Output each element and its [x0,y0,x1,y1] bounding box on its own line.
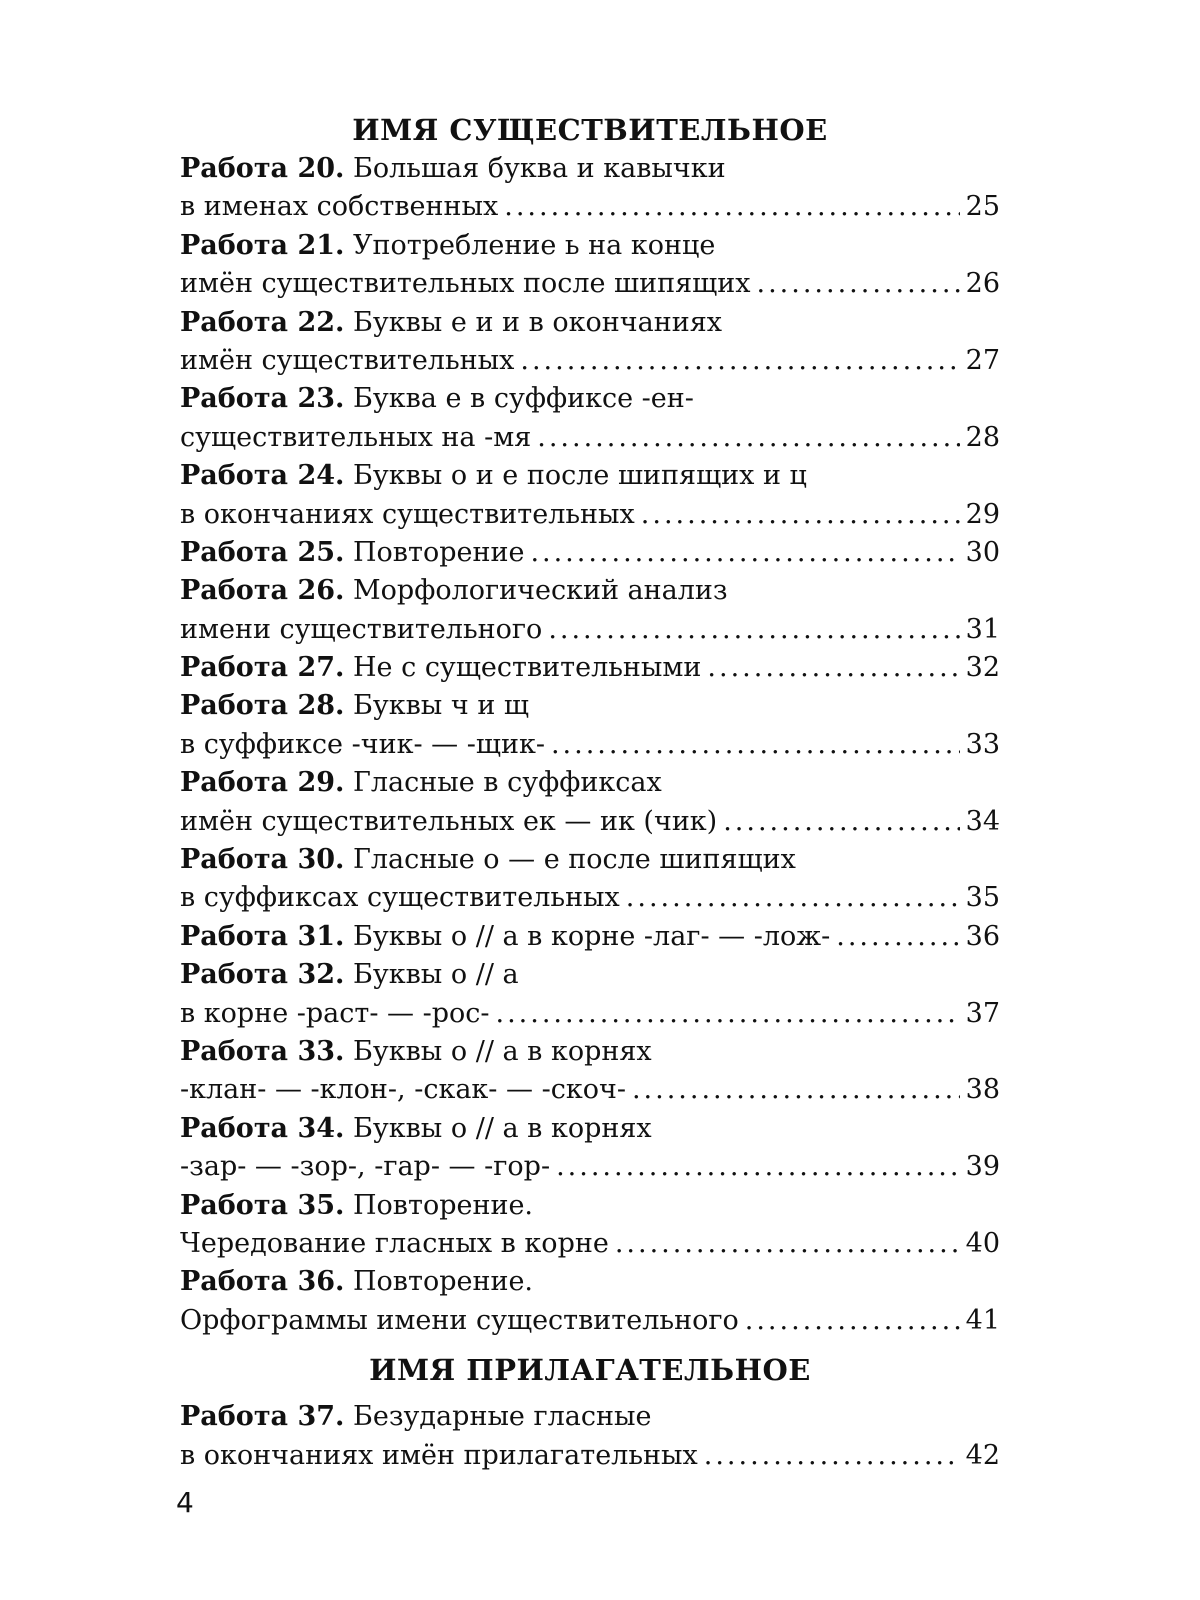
toc-entry-row[interactable]: Работа 31. Буквы о // а в корне -лаг- — -лож- ..... 36 [180,918,1000,956]
toc-entry-title: Работа 33. Буквы о // а в корнях [180,1035,652,1067]
toc-entry-row[interactable]: в окончаниях имён прилагательных ..... 42 [180,1437,1000,1475]
toc-page-number: 25 [965,191,1000,223]
toc-entry-title: Работа 35. Повторение. [180,1189,534,1221]
toc-page-number: 27 [965,344,1000,376]
toc-entry-row[interactable]: Чередование гласных в корне ..... 40 [180,1225,1000,1263]
toc-entry-title: Работа 29. Гласные в суффиксах [180,767,662,799]
toc-entry-row[interactable]: существительных на -мя ..... 28 [180,419,1000,457]
toc-entry-title: Работа 37. Безударные гласные [180,1401,652,1433]
toc-entry-title: Работа 24. Буквы о и е после шипящих и ц [180,460,807,492]
toc-entry-row[interactable]: в суффиксе -чик- — -щик- ..... 33 [180,726,1000,764]
toc-entry-row[interactable]: -зар- — -зор-, -гар- — -гор- ..... 39 [180,1148,1000,1186]
toc-entry-title: Работа 21. Употребление ь на конце [180,229,716,261]
dot-leader [556,1148,960,1186]
toc-entry-title: Работа 32. Буквы о // а [180,959,519,991]
toc-entry-row[interactable]: Работа 25. Повторение ..... 30 [180,534,1000,572]
dot-leader [704,1437,960,1475]
section-title-nouns: ИМЯ СУЩЕСТВИТЕЛЬНОЕ [352,113,828,147]
toc-page-number: 26 [965,268,1000,300]
toc-page-number: 39 [965,1151,1000,1183]
dot-leader [836,918,959,956]
toc-page-number: 33 [965,728,1000,760]
toc-entry-title: Работа 26. Морфологический анализ [180,575,728,607]
toc-entry-title: Работа 30. Гласные о — е после шипящих [180,844,796,876]
toc-page-number: 34 [965,805,1000,837]
toc-entry-row[interactable]: имён существительных ек — ик (чик) ..... 34 [180,803,1000,841]
dot-leader [632,1071,960,1109]
toc-page-number: 38 [965,1074,1000,1106]
dot-leader [537,419,959,457]
toc-page-number: 30 [965,536,1000,568]
toc-entry-row[interactable]: в именах собственных ..... 25 [180,188,1000,226]
toc-page-number: 32 [965,652,1000,684]
dot-leader [707,649,959,687]
toc-page-number: 35 [965,882,1000,914]
toc-page-number: 31 [965,613,1000,645]
toc-page-number: 28 [965,421,1000,453]
toc-page-number: 40 [965,1227,1000,1259]
dot-leader [615,1225,960,1263]
toc-entry-row[interactable]: Орфограммы имени существительного ..... 41 [180,1302,1000,1340]
table-of-contents [180,110,1000,1475]
dot-leader [496,995,960,1033]
dot-leader [626,879,960,917]
toc-entry-row[interactable]: -клан- — -клон-, -скак- — -скоч- ..... 38 [180,1071,1000,1109]
toc-entry-row[interactable]: Работа 27. Не с существительными ..... 32 [180,649,1000,687]
toc-entry-title: Работа 34. Буквы о // а в корнях [180,1112,652,1144]
toc-entry-row[interactable]: имён существительных после шипящих ..... 26 [180,265,1000,303]
toc-entry-title: Работа 28. Буквы ч и щ [180,690,529,722]
toc-entry-row[interactable]: в окончаниях существительных ..... 29 [180,496,1000,534]
dot-leader [530,534,959,572]
toc-entry-row[interactable]: имени существительного ..... 31 [180,611,1000,649]
toc-page-number: 37 [965,997,1000,1029]
section-title-adjectives: ИМЯ ПРИЛАГАТЕЛЬНОЕ [369,1353,811,1388]
toc-entry-row[interactable]: имён существительных ..... 27 [180,342,1000,380]
dot-leader [723,803,959,841]
toc-page-number: 42 [965,1439,1000,1471]
dot-leader [551,726,960,764]
toc-entry-title: Работа 20. Большая буква и кавычки [180,153,726,184]
dot-leader [745,1302,960,1340]
dot-leader [548,611,959,649]
toc-entry-title: Работа 36. Повторение. [180,1266,534,1298]
toc-page-number: 36 [965,920,1000,952]
dot-leader [520,342,959,380]
toc-page-number: 41 [965,1304,1000,1336]
toc-entry-row[interactable]: в суффиксах существительных ..... 35 [180,879,1000,917]
dot-leader [757,265,960,303]
toc-entry-title: Работа 22. Буквы е и и в окончаниях [180,306,722,338]
toc-entry-title: Работа 23. Буква е в суффиксе -ен- [180,383,694,415]
toc-entry-row[interactable]: в корне -раст- — -рос- ..... 37 [180,995,1000,1033]
toc-page-number: 29 [965,498,1000,530]
dot-leader [504,188,959,226]
page-number: 4 [176,1486,194,1519]
dot-leader [641,496,960,534]
